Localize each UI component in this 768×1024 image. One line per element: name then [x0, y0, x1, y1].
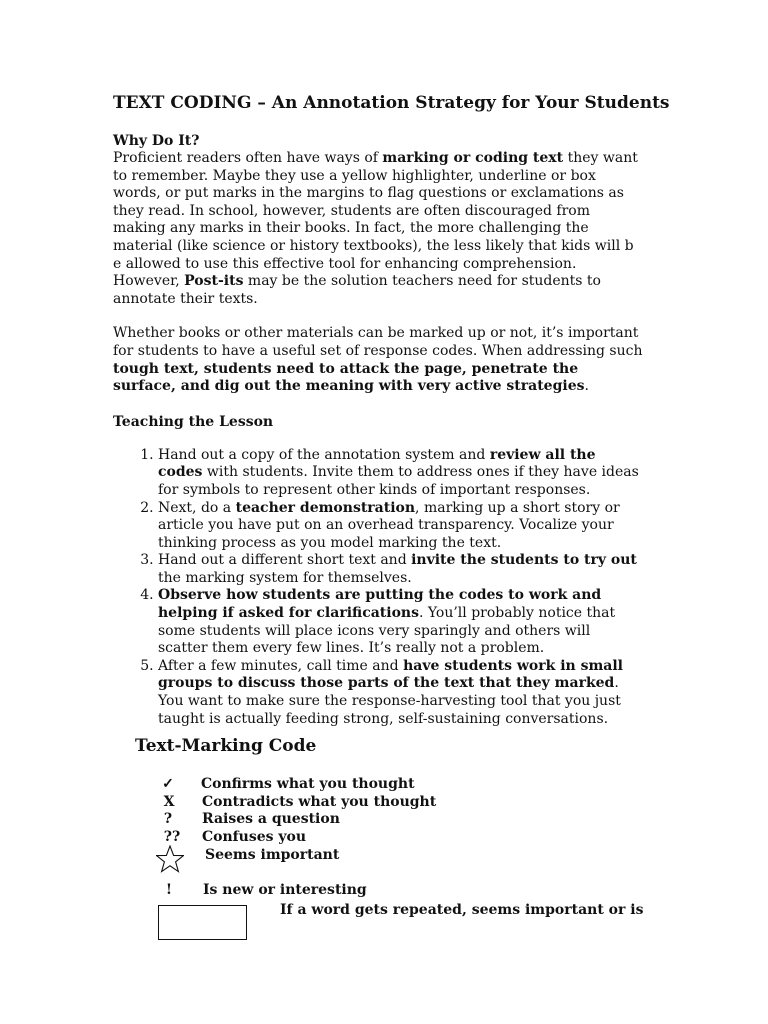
code-heading: Text-Marking Code — [135, 736, 317, 756]
why-heading: Why Do It? — [113, 133, 200, 149]
lesson-step: 3. Hand out a different short text and invite the students to try out the marking system for themselves. — [158, 552, 643, 587]
lesson-step: 4. Observe how students are putting the codes to work and helping if asked for clarifications. You’ll probably notice that some students will place icons very sparingly and others will scatter them every few lines. It’s really not a problem. — [158, 587, 643, 657]
star-icon — [156, 845, 184, 873]
double-question-icon: ?? — [163, 829, 181, 845]
lesson-steps — [113, 447, 643, 729]
emphasis: teacher demonstration — [235, 499, 416, 516]
check-icon: ✓ — [162, 776, 174, 792]
question-icon: ? — [163, 811, 173, 827]
lesson-step: 1. Hand out a copy of the annotation system and review all the codes with students. Invite them to address ones if they have ideas for symbols to represent other kinds of important responses. — [158, 447, 643, 500]
lesson-step: 5. After a few minutes, call time and have students work in small groups to discuss those parts of the text that they marked. You want to make sure the response-harvesting tool that you just taught is actually feeding strong, self-sustaining conversations. — [158, 658, 643, 728]
emphasis: tough text, students need to attack the page, penetrate the surface, and dig out the meaning with very active strategies — [113, 360, 585, 395]
document-body — [113, 92, 670, 728]
emphasis: have students work in small groups to discuss those parts of the text that they marked — [158, 657, 623, 692]
lesson-heading: Teaching the Lesson — [113, 413, 274, 430]
document-title: TEXT CODING – An Annotation Strategy for Your Students — [113, 93, 670, 113]
exclamation-icon: ! — [165, 882, 173, 898]
code-label: Confirms what you thought — [201, 776, 415, 792]
code-label: Is new or interesting — [203, 882, 367, 898]
box-symbol — [158, 905, 247, 940]
emphasis: review all the codes — [158, 446, 596, 481]
code-label: Seems important — [205, 847, 340, 863]
why-paragraph-1: Proficient readers often have ways of marking or coding text they want to remember. Maybe they use a yellow highlighter, underline or box words, or put marks in the margins to flag questions or exclamations as they read. In school, however, students are often discouraged from making any marks in their books. In fact, the more challenging the material (like science or history textbooks), the less likely that kids will b e allowed to use this effective tool for enhancing comprehension. However, Post-its may be the solution teachers need for students to annotate their texts. — [113, 150, 638, 307]
why-paragraph-2: Whether books or other materials can be marked up or not, it’s important for students to have a useful set of response codes. When addressing such tough text, students need to attack the page, penetrate the surface, and dig out the meaning with very active strategies. — [113, 325, 643, 395]
code-label: Raises a question — [202, 811, 340, 827]
emphasis: marking or coding text — [382, 150, 564, 166]
emphasis: Post-its — [184, 273, 244, 290]
emphasis: invite the students to try out — [411, 552, 637, 569]
x-icon: X — [163, 794, 175, 810]
code-label: Confuses you — [202, 829, 307, 845]
emphasis: Observe how students are putting the codes to work and helping if asked for clarifications — [158, 587, 602, 622]
code-label: Contradicts what you thought — [202, 794, 437, 810]
lesson-step: 2. Next, do a teacher demonstration, marking up a short story or article you have put on an overhead transparency. Vocalize your thinking process as you model marking the text. — [158, 500, 643, 553]
box-label: If a word gets repeated, seems important or is — [280, 902, 644, 918]
